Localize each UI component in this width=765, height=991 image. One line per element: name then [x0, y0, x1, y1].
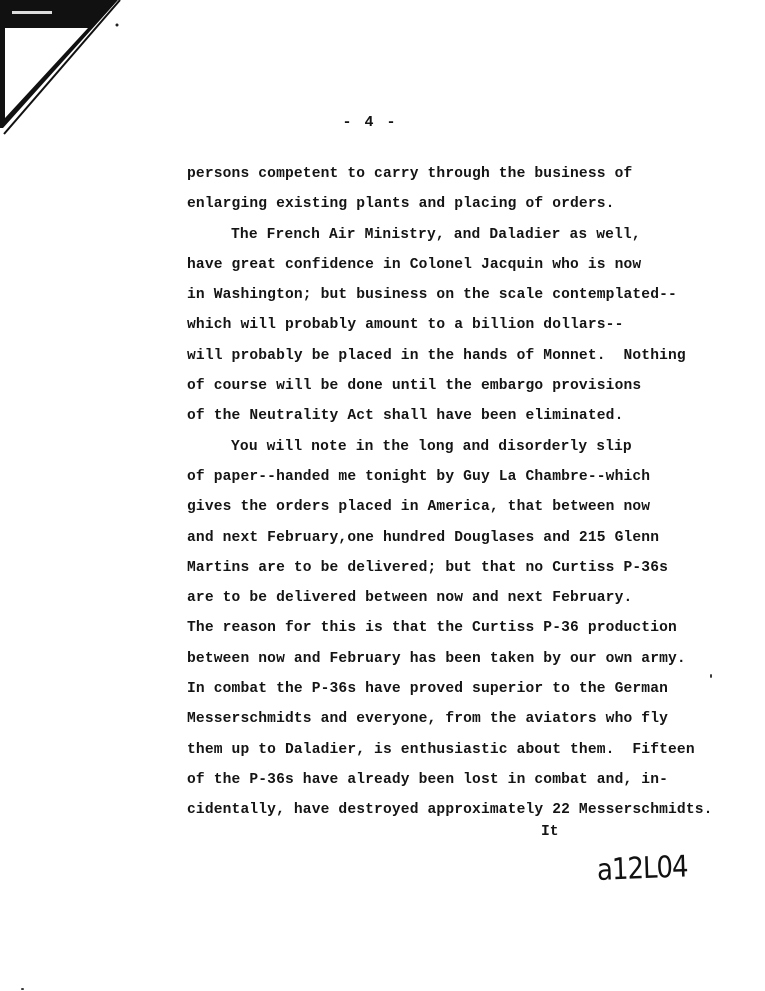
folded-corner-mark	[0, 0, 130, 140]
text-line: are to be delivered between now and next February.	[187, 590, 633, 607]
text-line: of course will be done until the embargo provisions	[187, 378, 642, 395]
handwritten-annotation: a12L04	[596, 849, 689, 889]
text-line: between now and February has been taken by our own army.	[187, 650, 686, 667]
text-line: which will probably amount to a billion dollars--	[187, 317, 624, 334]
text-line: in Washington; but business on the scale contemplated--	[187, 287, 677, 304]
catchword: It	[541, 824, 559, 840]
text-line: The French Air Ministry, and Daladier as well,	[231, 226, 641, 243]
page-number: - 4 -	[342, 114, 398, 131]
text-line: In combat the P-36s have proved superior to the German	[187, 681, 669, 698]
text-line: persons competent to carry through the business of	[187, 166, 633, 182]
paper-speck	[21, 988, 24, 990]
text-line: of the Neutrality Act shall have been eliminated.	[187, 408, 624, 425]
text-line: and next February,one hundred Douglases and 215 Glenn	[187, 529, 660, 546]
text-line: have great confidence in Colonel Jacquin who is now	[187, 256, 642, 273]
text-line: Martins are to be delivered; but that no Curtiss P-36s	[187, 559, 669, 576]
paragraph-2	[187, 220, 747, 432]
text-line: cidentally, have destroyed approximately 22 Messerschmidts.	[187, 802, 713, 819]
text-line: You will note in the long and disorderly slip	[231, 438, 632, 455]
text-line: Messerschmidts and everyone, from the aviators who fly	[187, 711, 669, 728]
text-line: of the P-36s have already been lost in combat and, in-	[187, 771, 669, 788]
paragraph-1	[187, 159, 747, 220]
paper-speck	[710, 674, 712, 678]
text-line: will probably be placed in the hands of Monnet. Nothing	[187, 347, 686, 364]
text-line: enlarging existing plants and placing of orders.	[187, 196, 615, 213]
text-line: of paper--handed me tonight by Guy La Chambre--which	[187, 468, 651, 485]
text-line: The reason for this is that the Curtiss P-36 production	[187, 620, 677, 637]
paragraph-3	[187, 432, 747, 826]
text-line: them up to Daladier, is enthusiastic about them. Fifteen	[187, 741, 695, 758]
letter-body	[187, 159, 747, 826]
text-line: gives the orders placed in America, that between now	[187, 499, 651, 516]
